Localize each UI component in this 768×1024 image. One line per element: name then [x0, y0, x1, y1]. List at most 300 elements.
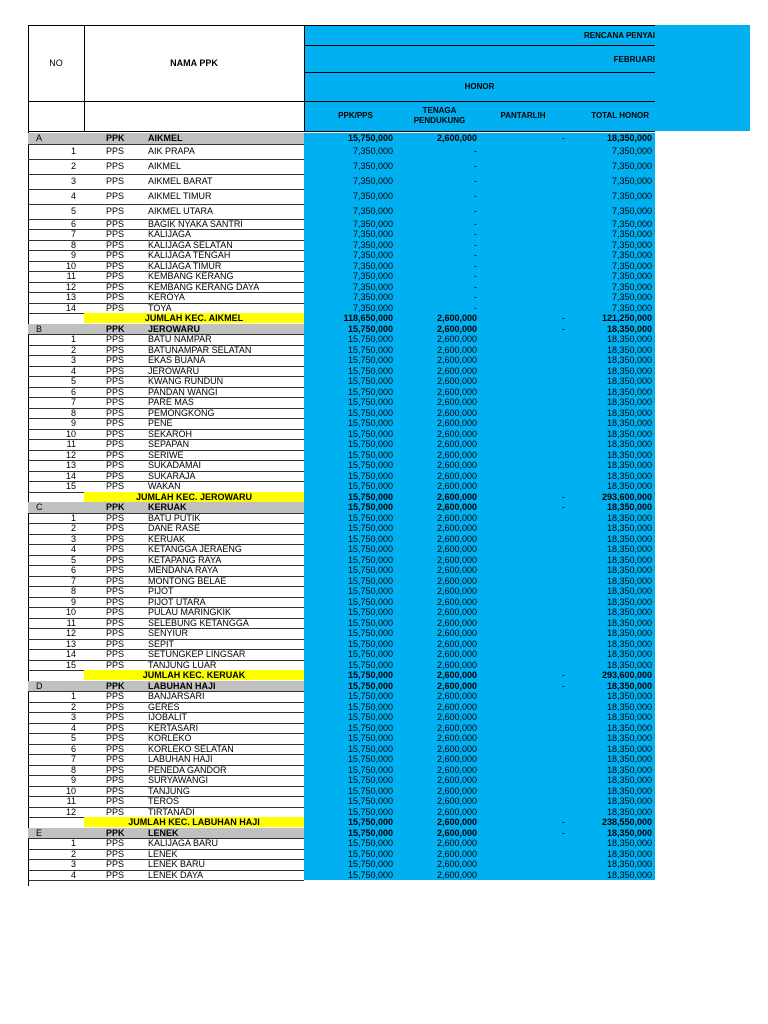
row-pantarlih	[477, 576, 565, 586]
row-name: MONTONG BELAE	[148, 575, 227, 586]
row-tenaga-amount: 2,600,000	[436, 523, 477, 534]
row-ppk-amount: 15,750,000	[347, 376, 393, 387]
row-no: 9	[70, 775, 76, 786]
row-name: KALIJAGA SELATAN	[148, 239, 233, 250]
row-ppk-amount: 15,750,000	[347, 323, 393, 334]
row-name: SEPAPAN	[148, 439, 190, 450]
row-kind: PPS	[106, 355, 125, 366]
row-name: PIJOT	[148, 586, 174, 597]
row-no: 12	[65, 449, 76, 460]
row-tenaga-amount: 2,600,000	[436, 733, 477, 744]
row-tenaga-amount: 2,600,000	[436, 133, 477, 144]
row-kind: PPS	[106, 722, 125, 733]
row-name: AIKMEL TIMUR	[148, 191, 212, 201]
row-tenaga-amount: 2,600,000	[436, 502, 477, 513]
subtotal-label: JUMLAH KEC. JEROWARU	[84, 492, 304, 502]
row-pantarlih	[477, 565, 565, 575]
row-total-amount: 18,350,000	[606, 617, 652, 628]
row-pantarlih	[477, 513, 565, 523]
row-kind: PPS	[106, 386, 125, 397]
row-name: SELEBUNG KETANGGA	[148, 617, 249, 628]
row-name: PEMONGKONG	[148, 407, 215, 418]
row-no: 11	[66, 617, 76, 628]
row-kind: PPS	[106, 250, 125, 261]
row-pantarlih	[477, 271, 565, 281]
row-tenaga-amount: 2,600,000	[436, 575, 477, 586]
row-kind: PPS	[106, 281, 125, 292]
row-ppk-amount: 15,750,000	[347, 617, 393, 628]
row-pantarlih	[477, 597, 565, 607]
row-ppk-amount: 7,350,000	[352, 302, 393, 313]
row-pantarlih	[477, 355, 565, 365]
row-ppk-amount: 15,750,000	[347, 638, 393, 649]
row-no: 4	[70, 869, 76, 880]
row-total-amount: 7,350,000	[611, 250, 652, 261]
row-kind: PPK	[106, 827, 125, 838]
row-ppk-amount: 15,750,000	[347, 533, 393, 544]
row-total-amount: 18,350,000	[606, 659, 652, 670]
row-pantarlih	[477, 429, 565, 439]
row-no: 5	[70, 554, 76, 565]
row-kind: PPS	[106, 785, 125, 796]
row-kind: PPS	[106, 617, 125, 628]
row-pantarlih	[477, 870, 565, 880]
row-no: 11	[66, 271, 76, 282]
row-pantarlih	[477, 418, 565, 428]
row-no: 6	[70, 565, 76, 576]
row-pantarlih	[477, 240, 565, 250]
row-total-amount: 18,350,000	[606, 554, 652, 565]
row-name: AIKMEL	[148, 133, 183, 144]
row-total-amount: 18,350,000	[606, 859, 652, 870]
row-pantarlih	[477, 744, 565, 754]
row-ppk-amount: 15,750,000	[347, 754, 393, 765]
row-total-amount: 18,350,000	[606, 838, 652, 849]
header-pantarlih: PANTARLIH	[500, 111, 546, 120]
row-name: LENEK	[148, 848, 178, 859]
row-tenaga-amount: -	[474, 292, 477, 303]
row-tenaga-amount: 2,600,000	[436, 628, 477, 639]
row-no: 1	[70, 334, 76, 345]
row-pantarlih: -	[562, 133, 565, 144]
row-no: 7	[70, 754, 76, 765]
row-ppk-amount: 15,750,000	[347, 817, 393, 828]
row-kind: PPS	[106, 229, 125, 240]
row-kind: PPS	[106, 743, 125, 754]
row-ppk-amount: 15,750,000	[347, 806, 393, 817]
row-no: 15	[65, 481, 76, 492]
row-total-amount: 293,600,000	[601, 491, 652, 502]
row-tenaga-amount: 2,600,000	[436, 775, 477, 786]
row-pantarlih	[477, 292, 565, 302]
row-no: 10	[65, 428, 76, 439]
row-pantarlih: -	[562, 491, 565, 502]
row-ppk-amount: 15,750,000	[347, 596, 393, 607]
header-honor: HONOR	[464, 82, 495, 91]
row-total-amount: 18,350,000	[606, 407, 652, 418]
row-name: AIKMEL UTARA	[148, 206, 214, 216]
row-ppk-amount: 15,750,000	[347, 355, 393, 366]
row-name: TIRTANADI	[148, 806, 195, 817]
row-kind: PPS	[106, 344, 125, 355]
row-kind: PPS	[106, 712, 125, 723]
row-tenaga-amount: 2,600,000	[436, 428, 477, 439]
row-tenaga-amount: 2,600,000	[436, 827, 477, 838]
row-name: KORLEKO	[148, 733, 192, 744]
row-total-amount: 18,350,000	[606, 680, 652, 691]
row-tenaga-amount: 2,600,000	[436, 754, 477, 765]
row-total-amount: 7,350,000	[611, 281, 652, 292]
row-kind: PPS	[106, 191, 125, 201]
row-pantarlih	[477, 345, 565, 355]
subtotal-label: JUMLAH KEC. KERUAK	[84, 670, 304, 680]
row-total-amount: 18,350,000	[606, 418, 652, 429]
row-no: 14	[65, 302, 76, 313]
row-pantarlih	[477, 807, 565, 817]
header-blue-edge	[655, 101, 750, 131]
row-name: KETAPANG RAYA	[148, 554, 222, 565]
row-name: KORLEKO SELATAN	[148, 743, 234, 754]
row-ppk-amount: 15,750,000	[347, 554, 393, 565]
row-pantarlih	[477, 628, 565, 638]
row-tenaga-amount: 2,600,000	[436, 596, 477, 607]
row-tenaga-amount: 2,600,000	[436, 659, 477, 670]
row-pantarlih	[477, 408, 565, 418]
row-tenaga-amount: 2,600,000	[436, 764, 477, 775]
header-total-honor: TOTAL HONOR	[591, 111, 649, 120]
row-total-amount: 18,350,000	[606, 722, 652, 733]
row-kind: PPS	[106, 628, 125, 639]
row-name: KWANG RUNDUN	[148, 376, 224, 387]
row-total-amount: 18,350,000	[606, 355, 652, 366]
row-name: TEROS	[148, 796, 180, 807]
row-kind: PPS	[106, 460, 125, 471]
row-kind: PPS	[106, 533, 125, 544]
row-ppk-amount: 15,750,000	[347, 607, 393, 618]
row-tenaga-amount: 2,600,000	[436, 407, 477, 418]
row-total-amount: 18,350,000	[606, 470, 652, 481]
row-tenaga-amount: 2,600,000	[436, 743, 477, 754]
row-pantarlih	[477, 765, 565, 775]
row-total-amount: 7,350,000	[611, 239, 652, 250]
row-no: 10	[65, 785, 76, 796]
row-name: KALIJAGA TENGAH	[148, 250, 231, 261]
row-name: AIK PRAPA	[148, 146, 195, 156]
row-name: BATUNAMPAR SELATAN	[148, 344, 252, 355]
header-tenaga: TENAGA	[422, 106, 457, 115]
row-ppk-amount: 7,350,000	[352, 176, 393, 186]
row-no: 9	[70, 250, 76, 261]
row-name: PANDAN WANGI	[148, 386, 218, 397]
row-pantarlih	[477, 450, 565, 460]
row-ppk-amount: 15,750,000	[347, 565, 393, 576]
row-name: SERIWE	[148, 449, 184, 460]
row-ppk-amount: 15,750,000	[347, 649, 393, 660]
row-tenaga-amount: 2,600,000	[436, 533, 477, 544]
row-ppk-amount: 15,750,000	[347, 344, 393, 355]
row-kind: PPK	[106, 133, 125, 144]
row-kind: PPS	[106, 206, 125, 216]
row-kind: PPS	[106, 638, 125, 649]
row-tenaga-amount: 2,600,000	[436, 701, 477, 712]
row-no: 2	[70, 161, 76, 171]
row-total-amount: 7,350,000	[611, 218, 652, 229]
header-ppk-pps: PPK/PPS	[338, 111, 373, 120]
row-kind: PPS	[106, 260, 125, 271]
row-total-amount: 7,350,000	[611, 260, 652, 271]
row-ppk-amount: 15,750,000	[347, 439, 393, 450]
row-total-amount: 18,350,000	[606, 628, 652, 639]
row-kind: PPS	[106, 775, 125, 786]
row-total-amount: 18,350,000	[606, 827, 652, 838]
row-kind: PPS	[106, 838, 125, 849]
row-kind: PPS	[106, 796, 125, 807]
row-pantarlih	[477, 639, 565, 649]
row-ppk-amount: 15,750,000	[347, 586, 393, 597]
row-kind: PPS	[106, 733, 125, 744]
row-ppk-amount: 7,350,000	[352, 281, 393, 292]
row-no: 2	[70, 848, 76, 859]
row-tenaga-amount: 2,600,000	[436, 817, 477, 828]
row-kind: PPS	[106, 407, 125, 418]
row-kind: PPS	[106, 691, 125, 702]
row-tenaga-amount: 2,600,000	[436, 638, 477, 649]
row-no: 4	[70, 191, 76, 201]
row-ppk-amount: 15,750,000	[347, 544, 393, 555]
row-total-amount: 18,350,000	[606, 439, 652, 450]
row-tenaga-amount: 2,600,000	[436, 449, 477, 460]
row-kind: PPS	[106, 365, 125, 376]
row-no: 15	[65, 659, 76, 670]
row-no: 2	[70, 344, 76, 355]
row-pantarlih	[477, 303, 565, 313]
row-pantarlih	[477, 261, 565, 271]
row-tenaga-amount: 2,600,000	[436, 544, 477, 555]
row-pantarlih: -	[562, 827, 565, 838]
row-total-amount: 18,350,000	[606, 575, 652, 586]
row-kind: PPS	[106, 859, 125, 870]
row-total-amount: 7,350,000	[611, 292, 652, 303]
row-kind: PPS	[106, 292, 125, 303]
row-no: 13	[65, 638, 76, 649]
row-tenaga-amount: 2,600,000	[436, 869, 477, 880]
row-pantarlih	[477, 786, 565, 796]
row-name: SEKAROH	[148, 428, 193, 439]
row-name: KERUAK	[148, 502, 187, 513]
row-name: LENEK BARU	[148, 859, 206, 870]
row-total-amount: 18,350,000	[606, 323, 652, 334]
row-tenaga-amount: 2,600,000	[436, 313, 477, 324]
row-tenaga-amount: -	[474, 229, 477, 240]
row-no: 6	[70, 386, 76, 397]
row-kind: PPS	[106, 439, 125, 450]
row-no: C	[36, 502, 43, 513]
row-ppk-amount: 15,750,000	[347, 680, 393, 691]
row-total-amount: 238,550,000	[601, 817, 652, 828]
row-ppk-amount: 15,750,000	[347, 460, 393, 471]
row-pantarlih	[477, 523, 565, 533]
row-kind: PPS	[106, 754, 125, 765]
row-ppk-amount: 15,750,000	[347, 428, 393, 439]
row-pantarlih	[477, 544, 565, 554]
row-kind: PPS	[106, 218, 125, 229]
row-kind: PPS	[106, 146, 125, 156]
row-no: 7	[70, 575, 76, 586]
row-tenaga-amount: 2,600,000	[436, 722, 477, 733]
row-ppk-amount: 7,350,000	[352, 260, 393, 271]
row-no: 8	[70, 239, 76, 250]
row-tenaga-amount: 2,600,000	[436, 470, 477, 481]
row-no: 6	[70, 743, 76, 754]
row-no: 13	[65, 460, 76, 471]
row-kind: PPS	[106, 659, 125, 670]
row-name: BAGIK NYAKA SANTRI	[148, 218, 243, 229]
row-total-amount: 18,350,000	[606, 586, 652, 597]
row-ppk-amount: 15,750,000	[347, 775, 393, 786]
row-ppk-amount: 15,750,000	[347, 397, 393, 408]
row-tenaga-amount: 2,600,000	[436, 838, 477, 849]
header-no: NO	[49, 58, 63, 68]
row-pantarlih	[477, 649, 565, 659]
row-kind: PPS	[106, 649, 125, 660]
row-name: SENYIUR	[148, 628, 189, 639]
row-ppk-amount: 15,750,000	[347, 764, 393, 775]
row-no: 10	[65, 607, 76, 618]
row-pantarlih: -	[562, 323, 565, 334]
row-pantarlih	[477, 366, 565, 376]
row-total-amount: 293,600,000	[601, 670, 652, 681]
row-pantarlih	[477, 229, 565, 239]
subtotal-label: JUMLAH KEC. LABUHAN HAJI	[84, 817, 304, 827]
row-total-amount: 18,350,000	[606, 869, 652, 880]
row-pantarlih	[477, 191, 565, 201]
row-pantarlih	[477, 754, 565, 764]
row-total-amount: 18,350,000	[606, 544, 652, 555]
row-pantarlih: -	[562, 817, 565, 828]
row-no: 8	[70, 586, 76, 597]
row-kind: PPS	[106, 449, 125, 460]
row-name: BATU NAMPAR	[148, 334, 212, 345]
row-pantarlih	[477, 712, 565, 722]
row-name: LENEK DAYA	[148, 869, 204, 880]
row-no: 4	[70, 365, 76, 376]
row-no: D	[36, 680, 43, 691]
row-no: 3	[70, 355, 76, 366]
row-kind: PPS	[106, 481, 125, 492]
row-total-amount: 18,350,000	[606, 449, 652, 460]
row-pantarlih	[477, 555, 565, 565]
row-tenaga-amount: 2,600,000	[436, 481, 477, 492]
row-no: 9	[70, 418, 76, 429]
row-name: SURYAWANGI	[148, 775, 209, 786]
row-pantarlih	[477, 397, 565, 407]
row-no: 3	[70, 533, 76, 544]
row-ppk-amount: 118,650,000	[343, 313, 393, 324]
row-tenaga-amount: 2,600,000	[436, 565, 477, 576]
row-pantarlih	[477, 723, 565, 733]
row-tenaga-amount: 2,600,000	[436, 439, 477, 450]
row-name: BATU PUTIK	[148, 512, 201, 523]
row-name: PIJOT UTARA	[148, 596, 206, 607]
row-ppk-amount: 15,750,000	[347, 449, 393, 460]
row-pantarlih	[477, 176, 565, 186]
row-name: SETUNGKEP LINGSAR	[148, 649, 246, 660]
row-kind: PPK	[106, 680, 125, 691]
row-kind: PPS	[106, 806, 125, 817]
row-name: SUKADAMAI	[148, 460, 202, 471]
row-total-amount: 7,350,000	[611, 191, 652, 201]
row-total-amount: 18,350,000	[606, 607, 652, 618]
row-name: LABUHAN HAJI	[148, 680, 216, 691]
row-pantarlih	[477, 775, 565, 785]
row-tenaga-amount: 2,600,000	[436, 491, 477, 502]
row-name: DANE RASE	[148, 523, 201, 534]
row-tenaga-amount: 2,600,000	[436, 785, 477, 796]
row-total-amount: 7,350,000	[611, 206, 652, 216]
row-pantarlih	[477, 219, 565, 229]
subtotal-label: JUMLAH KEC. AIKMEL	[84, 313, 304, 323]
row-pantarlih: -	[562, 313, 565, 324]
row-total-amount: 18,350,000	[606, 733, 652, 744]
row-ppk-amount: 15,750,000	[347, 733, 393, 744]
row-pantarlih	[477, 796, 565, 806]
row-no: 1	[70, 838, 76, 849]
row-tenaga-amount: 2,600,000	[436, 617, 477, 628]
row-total-amount: 18,350,000	[606, 344, 652, 355]
row-total-amount: 18,350,000	[606, 775, 652, 786]
row-ppk-amount: 15,750,000	[347, 869, 393, 880]
row-tenaga-amount: -	[474, 302, 477, 313]
row-kind: PPS	[106, 176, 125, 186]
row-total-amount: 18,350,000	[606, 523, 652, 534]
row-no: 7	[70, 397, 76, 408]
row-name: KETANGGA JERAENG	[148, 544, 242, 555]
row-ppk-amount: 7,350,000	[352, 239, 393, 250]
row-pantarlih	[477, 691, 565, 701]
row-tenaga-amount: -	[474, 146, 477, 156]
row-pantarlih	[477, 282, 565, 292]
row-tenaga-amount: -	[474, 161, 477, 171]
row-ppk-amount: 15,750,000	[347, 481, 393, 492]
row-no: 1	[70, 512, 76, 523]
row-ppk-amount: 15,750,000	[347, 334, 393, 345]
row-no: 14	[65, 470, 76, 481]
row-pantarlih	[477, 534, 565, 544]
row-pantarlih	[477, 618, 565, 628]
row-total-amount: 18,350,000	[606, 565, 652, 576]
row-ppk-amount: 15,750,000	[347, 743, 393, 754]
row-tenaga-amount: 2,600,000	[436, 323, 477, 334]
row-tenaga-amount: -	[474, 260, 477, 271]
row-name: KALIJAGA BARU	[148, 838, 219, 849]
row-no: 5	[70, 733, 76, 744]
row-total-amount: 18,350,000	[606, 796, 652, 807]
row-no: 11	[66, 796, 76, 807]
row-name: SUKARAJA	[148, 470, 196, 481]
row-no: A	[36, 133, 43, 144]
row-no: 11	[66, 439, 76, 450]
row-tenaga-amount: 2,600,000	[436, 355, 477, 366]
row-ppk-amount: 15,750,000	[347, 691, 393, 702]
row-tenaga-amount: -	[474, 176, 477, 186]
row-kind: PPS	[106, 554, 125, 565]
row-no: 4	[70, 544, 76, 555]
row-kind: PPS	[106, 586, 125, 597]
row-no: 3	[70, 712, 76, 723]
row-pantarlih	[477, 146, 565, 156]
row-tenaga-amount: 2,600,000	[436, 365, 477, 376]
row-tenaga-amount: -	[474, 281, 477, 292]
